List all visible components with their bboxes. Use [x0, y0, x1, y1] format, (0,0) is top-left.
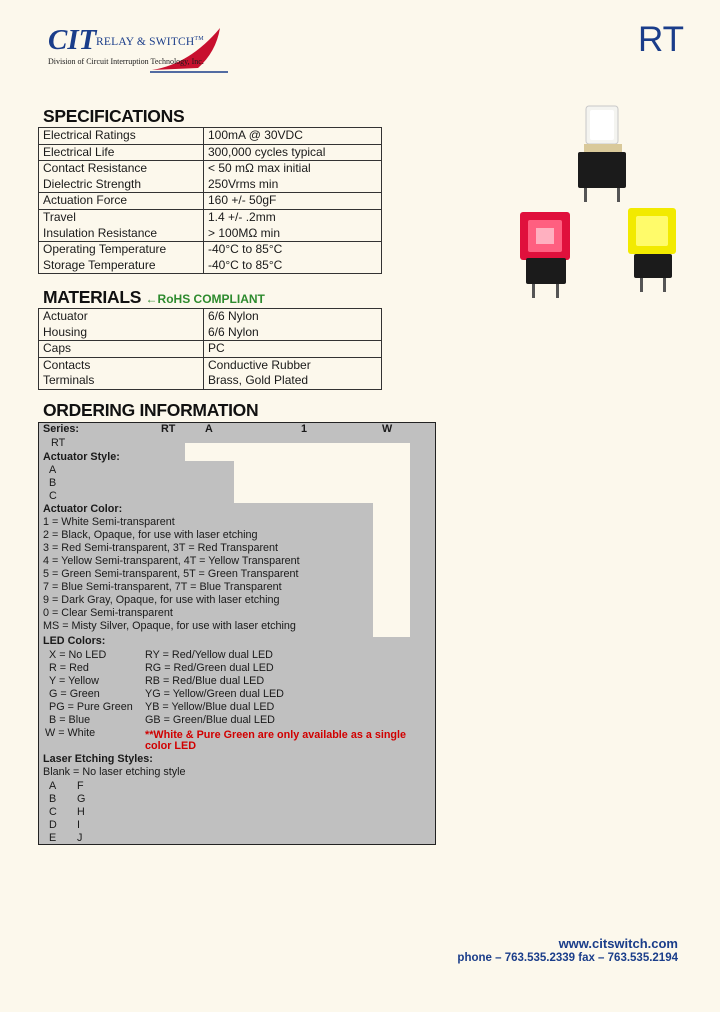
list-item: RY = Red/Yellow dual LED	[145, 649, 273, 661]
list-item: Y = Yellow	[49, 675, 99, 687]
list-item: R = Red	[49, 662, 89, 674]
materials-header	[43, 287, 265, 308]
logo-division-text: Division of Circuit Interruption Technology, Inc.	[48, 57, 204, 66]
table-row: Actuation Force 160 +/- 50gF	[39, 193, 382, 210]
logo-cit: CIT	[48, 24, 97, 56]
list-item: C	[49, 806, 57, 818]
panel-cutout	[185, 443, 410, 461]
led-note-line-2: color LED	[145, 740, 196, 752]
laser-blank-text: Blank = No laser etching style	[43, 766, 186, 778]
laser-etching-label: Laser Etching Styles:	[43, 753, 153, 765]
list-item: G	[77, 793, 86, 805]
white-switch-illustration	[578, 106, 626, 202]
list-item: 5 = Green Semi-transparent, 5T = Green Transparent	[43, 568, 299, 580]
led-colors-label: LED Colors:	[43, 635, 106, 647]
table-row: Travel Insulation Resistance 1.4 +/- .2mm > 100MΩ min	[39, 209, 382, 241]
list-item: E	[49, 832, 57, 844]
website-link[interactable]: www.citswitch.com	[558, 936, 678, 951]
code-rt: RT	[161, 423, 176, 435]
led-note-line-1: **White & Pure Green are only available as a single	[145, 729, 407, 741]
code-1: 1	[301, 423, 308, 435]
table-row: Caps PC	[39, 341, 382, 358]
list-item: 9 = Dark Gray, Opaque, for use with laser etching	[43, 594, 280, 606]
series-value: RT	[51, 437, 66, 449]
list-item: B = Blue	[49, 714, 91, 726]
list-item: YG = Yellow/Green dual LED	[145, 688, 284, 700]
list-item: W = White	[45, 727, 96, 739]
list-item: YB = Yellow/Blue dual LED	[145, 701, 275, 713]
ordering-panel	[38, 422, 436, 845]
specifications-title: SPECIFICATIONS	[43, 106, 185, 126]
list-item: GB = Green/Blue dual LED	[145, 714, 275, 726]
code-w: W	[382, 423, 393, 435]
list-item: A	[49, 780, 57, 792]
list-item: F	[77, 780, 84, 792]
list-item: I	[77, 819, 80, 831]
materials-title: MATERIALS	[43, 287, 142, 307]
list-item: J	[77, 832, 83, 844]
actuator-color-label: Actuator Color:	[43, 503, 123, 515]
list-item: B	[49, 793, 57, 805]
list-item: G = Green	[49, 688, 100, 700]
list-item: MS = Misty Silver, Opaque, for use with laser etching	[43, 620, 296, 632]
product-photos	[498, 98, 698, 310]
list-item: 0 = Clear Semi-transparent	[43, 607, 173, 619]
list-item: B	[49, 477, 57, 489]
red-switch-illustration	[520, 212, 570, 298]
list-item: 2 = Black, Opaque, for use with laser etching	[43, 529, 258, 541]
panel-cutout	[373, 503, 410, 637]
rohs-compliant-badge: ←RoHS COMPLIANT	[145, 292, 265, 306]
table-row: Electrical Life 300,000 cycles typical	[39, 144, 382, 161]
list-item: RB = Red/Blue dual LED	[145, 675, 265, 687]
contact-info: phone – 763.535.2339 fax – 763.535.2194	[457, 952, 678, 964]
table-row: Operating Temperature Storage Temperature -40°C to 85°C -40°C to 85°C	[39, 242, 382, 274]
table-row: Electrical Ratings 100mA @ 30VDC	[39, 128, 382, 145]
list-item: PG = Pure Green	[49, 701, 133, 713]
list-item: 3 = Red Semi-transparent, 3T = Red Transparent	[43, 542, 279, 554]
list-item: H	[77, 806, 85, 818]
series-label: Series:	[43, 423, 80, 435]
materials-table	[38, 308, 382, 390]
list-item: D	[49, 819, 57, 831]
actuator-style-label: Actuator Style:	[43, 451, 120, 463]
list-item: 7 = Blue Semi-transparent, 7T = Blue Transparent	[43, 581, 282, 593]
table-row: Actuator Housing 6/6 Nylon 6/6 Nylon	[39, 309, 382, 341]
list-item: 1 = White Semi-transparent	[43, 516, 175, 528]
list-item: X = No LED	[49, 649, 107, 661]
specifications-table	[38, 127, 382, 274]
logo-relay-switch: RELAY & SWITCH™	[96, 36, 204, 48]
series-code: RT	[638, 20, 685, 59]
table-row: Contact Resistance Dielectric Strength < 50 mΩ max initial 250Vrms min	[39, 161, 382, 193]
list-item: A	[49, 464, 57, 476]
panel-cutout	[234, 461, 410, 503]
yellow-switch-illustration	[628, 208, 676, 292]
logo-swoosh-icon	[150, 24, 230, 74]
ordering-title: ORDERING INFORMATION	[43, 400, 259, 420]
code-a: A	[205, 423, 213, 435]
list-item: C	[49, 490, 57, 502]
list-item: 4 = Yellow Semi-transparent, 4T = Yellow Transparent	[43, 555, 300, 567]
table-row: Contacts Terminals Conductive Rubber Brass, Gold Plated	[39, 357, 382, 389]
list-item: RG = Red/Green dual LED	[145, 662, 274, 674]
